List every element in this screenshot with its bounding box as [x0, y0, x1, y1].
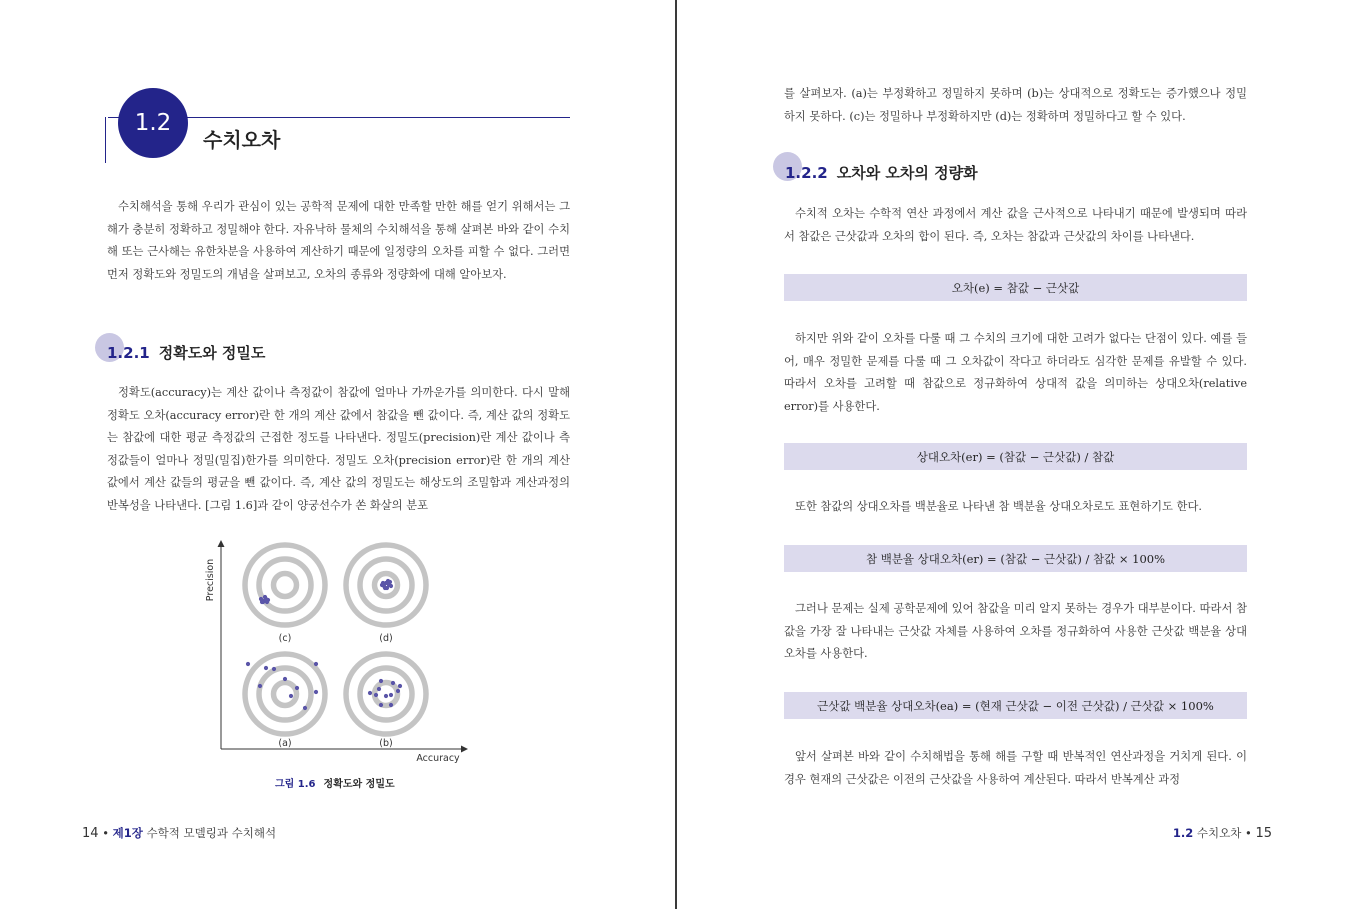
approx-percent-error-formula: 근삿값 백분율 상대오차(ea) = (현재 근삿값 − 이전 근삿값) / 근삿값 × 100%	[784, 692, 1247, 719]
subsection-heading	[785, 162, 978, 183]
arrow-hit-dot	[379, 703, 383, 707]
footer-separator: •	[1245, 826, 1252, 840]
continued-paragraph: 를 살펴보자. (a)는 부정확하고 정밀하지 못하며 (b)는 상대적으로 정확도는 증가했으나 정밀하지 못하다. (c)는 정밀하나 부정확하지만 (d)는 정확하며 정밀하다고 할 수 있다.	[784, 87, 1247, 123]
arrow-hit-dot	[391, 681, 395, 685]
figure-targets	[245, 545, 426, 734]
panel-label-c: (c)	[278, 633, 292, 644]
panel-label-d: (d)	[379, 633, 393, 644]
arrow-hit-dot	[398, 684, 402, 688]
arrow-hit-dot	[377, 687, 381, 691]
panel-label-b: (b)	[379, 738, 393, 749]
target-ring-inner	[274, 574, 297, 597]
arrow-hit-dot	[389, 584, 393, 588]
arrow-hit-dot	[379, 679, 383, 683]
error-formula: 오차(e) = 참값 − 근삿값	[784, 274, 1247, 301]
footer-chapter: 제1장	[112, 826, 143, 840]
target-ring-middle	[259, 668, 311, 720]
arrow-hit-dot	[368, 691, 372, 695]
arrow-hit-dot	[396, 689, 400, 693]
footer-chapter-title: 수학적 모델링과 수치해석	[146, 826, 277, 840]
y-axis-arrowhead	[218, 540, 225, 547]
arrow-hit-dot	[263, 595, 267, 599]
arrow-hit-dot	[283, 677, 287, 681]
subsection-number: 1.2.1	[107, 344, 150, 362]
arrow-hit-dot	[383, 586, 387, 590]
section-header-bracket	[105, 117, 106, 163]
percent-error-paragraph: 또한 참값의 상대오차를 백분율로 나타낸 참 백분율 상대오차로도 표현하기도 한다.	[795, 500, 1202, 513]
footer-section-title: 수치오차	[1196, 826, 1242, 840]
figure-caption-text: 정확도와 정밀도	[323, 779, 395, 790]
x-axis-arrowhead	[461, 746, 468, 753]
arrow-hit-dot	[264, 666, 268, 670]
arrow-hit-dot	[258, 684, 262, 688]
arrow-hit-dot	[265, 600, 269, 604]
left-page-number: 14	[82, 826, 99, 841]
arrow-hit-dot	[389, 703, 393, 707]
footer-separator: •	[102, 826, 109, 840]
panel-label-a: (a)	[278, 738, 292, 749]
subsection-title: 오차와 오차의 정량화	[836, 164, 978, 182]
section-title: 수치오차	[203, 128, 281, 152]
relative-error-paragraph: 하지만 위와 같이 오차를 다룰 때 그 수치의 크기에 대한 고려가 없다는 단점이 있다. 예를 들어, 매우 정밀한 문제를 다룰 때 그 오차값이 작다고 하더라도 심각한 문제를 유발할 수 있다. 따라서 오차를 고려할 때 참값으로 정규화하여 상대적 값을 의미하는 상대오차(relative error)를 사용한다.	[784, 332, 1247, 413]
target-c	[245, 545, 325, 625]
precision-accuracy-figure	[195, 535, 475, 775]
figure-caption	[275, 775, 395, 790]
arrow-hit-dot	[389, 693, 393, 697]
relative-error-formula: 상대오차(er) = (참값 − 근삿값) / 참값	[784, 443, 1247, 470]
section-number-badge: 1.2	[118, 88, 188, 158]
arrow-hit-dot	[295, 686, 299, 690]
subsection-number: 1.2.2	[785, 164, 828, 182]
footer-section-number: 1.2	[1172, 826, 1194, 840]
right-page-number: 15	[1255, 826, 1272, 841]
arrow-hit-dot	[260, 600, 264, 604]
iteration-paragraph: 앞서 살펴본 바와 같이 수치해법을 통해 해를 구할 때 반복적인 연산과정을 거치게 된다. 이 경우 현재의 근삿값은 이전의 근삿값을 사용하여 계산된다. 따라서 반복계산 과정	[784, 750, 1247, 786]
right-page	[677, 0, 1352, 909]
true-percent-error-formula: 참 백분율 상대오차(er) = (참값 − 근삿값) / 참값 × 100%	[784, 545, 1247, 572]
subsection-heading	[107, 342, 265, 363]
arrow-hit-dot	[272, 667, 276, 671]
intro-paragraph: 수치해석을 통해 우리가 관심이 있는 공학적 문제에 대한 만족할 만한 해를 얻기 위해서는 그 해가 충분히 정확하고 정밀해야 한다. 자유낙하 물체의 수치해석을 통해 살펴본 바와 같이 수치해 또는 근사해는 유한차분을 사용하여 계산하기 때문에 일정량의 오차를 피할 수 없다. 그러면 먼저 정확도와 정밀도의 개념을 살펴보고, 오차의 종류와 정량화에 대해 알아보자.	[107, 200, 570, 281]
arrow-hit-dot	[380, 583, 384, 587]
y-axis-label: Precision	[205, 558, 216, 602]
figure-caption-number: 그림 1.6	[275, 779, 316, 790]
approx-error-paragraph: 그러나 문제는 실제 공학문제에 있어 참값을 미리 알지 못하는 경우가 대부분이다. 따라서 참값을 가장 잘 나타내는 근삿값 자체를 사용하여 오차를 정규화하여 사용한 근삿값 백분율 상대오차를 사용한다.	[784, 602, 1247, 660]
arrow-hit-dot	[246, 662, 250, 666]
arrow-hit-dot	[289, 694, 293, 698]
right-footer	[1173, 825, 1272, 841]
left-footer	[82, 825, 276, 841]
error-definition-paragraph: 수치적 오차는 수학적 연산 과정에서 계산 값을 근사적으로 나타내기 때문에 발생되며 따라서 참값은 근삿값과 오차의 합이 된다. 즉, 오차는 참값과 근삿값의 차이를 나타낸다.	[784, 207, 1247, 243]
arrow-hit-dot	[386, 579, 390, 583]
arrow-hit-dot	[374, 693, 378, 697]
accuracy-precision-paragraph: 정확도(accuracy)는 계산 값이나 측정값이 참값에 얼마나 가까운가를 의미한다. 다시 말해 정확도 오차(accuracy error)란 한 개의 계산 값에서 참값을 뺀 값이다. 즉, 계산 값의 정확도는 참값에 대한 평균 측정값의 근접한 정도를 나타낸다. 정밀도(precision)란 계산 값이나 측정값들이 얼마나 정밀(밀집)한가를 의미한다. 정밀도 오차(precision error)란 한 개의 계산 값에서 계산 값들의 평균을 뺀 값이다. 즉, 계산 값의 정밀도는 해상도의 조밀함과 계산과정의 반복성을 나타낸다. [그림 1.6]과 같이 양궁선수가 쏜 화살의 분포	[107, 386, 570, 512]
arrow-hit-dot	[314, 662, 318, 666]
target-ring-inner	[274, 683, 297, 706]
arrow-hit-dot	[314, 690, 318, 694]
x-axis-label: Accuracy	[416, 753, 460, 764]
arrow-hit-dot	[303, 706, 307, 710]
subsection-title: 정확도와 정밀도	[158, 344, 266, 362]
target-a	[245, 654, 325, 734]
arrow-hit-dot	[384, 694, 388, 698]
